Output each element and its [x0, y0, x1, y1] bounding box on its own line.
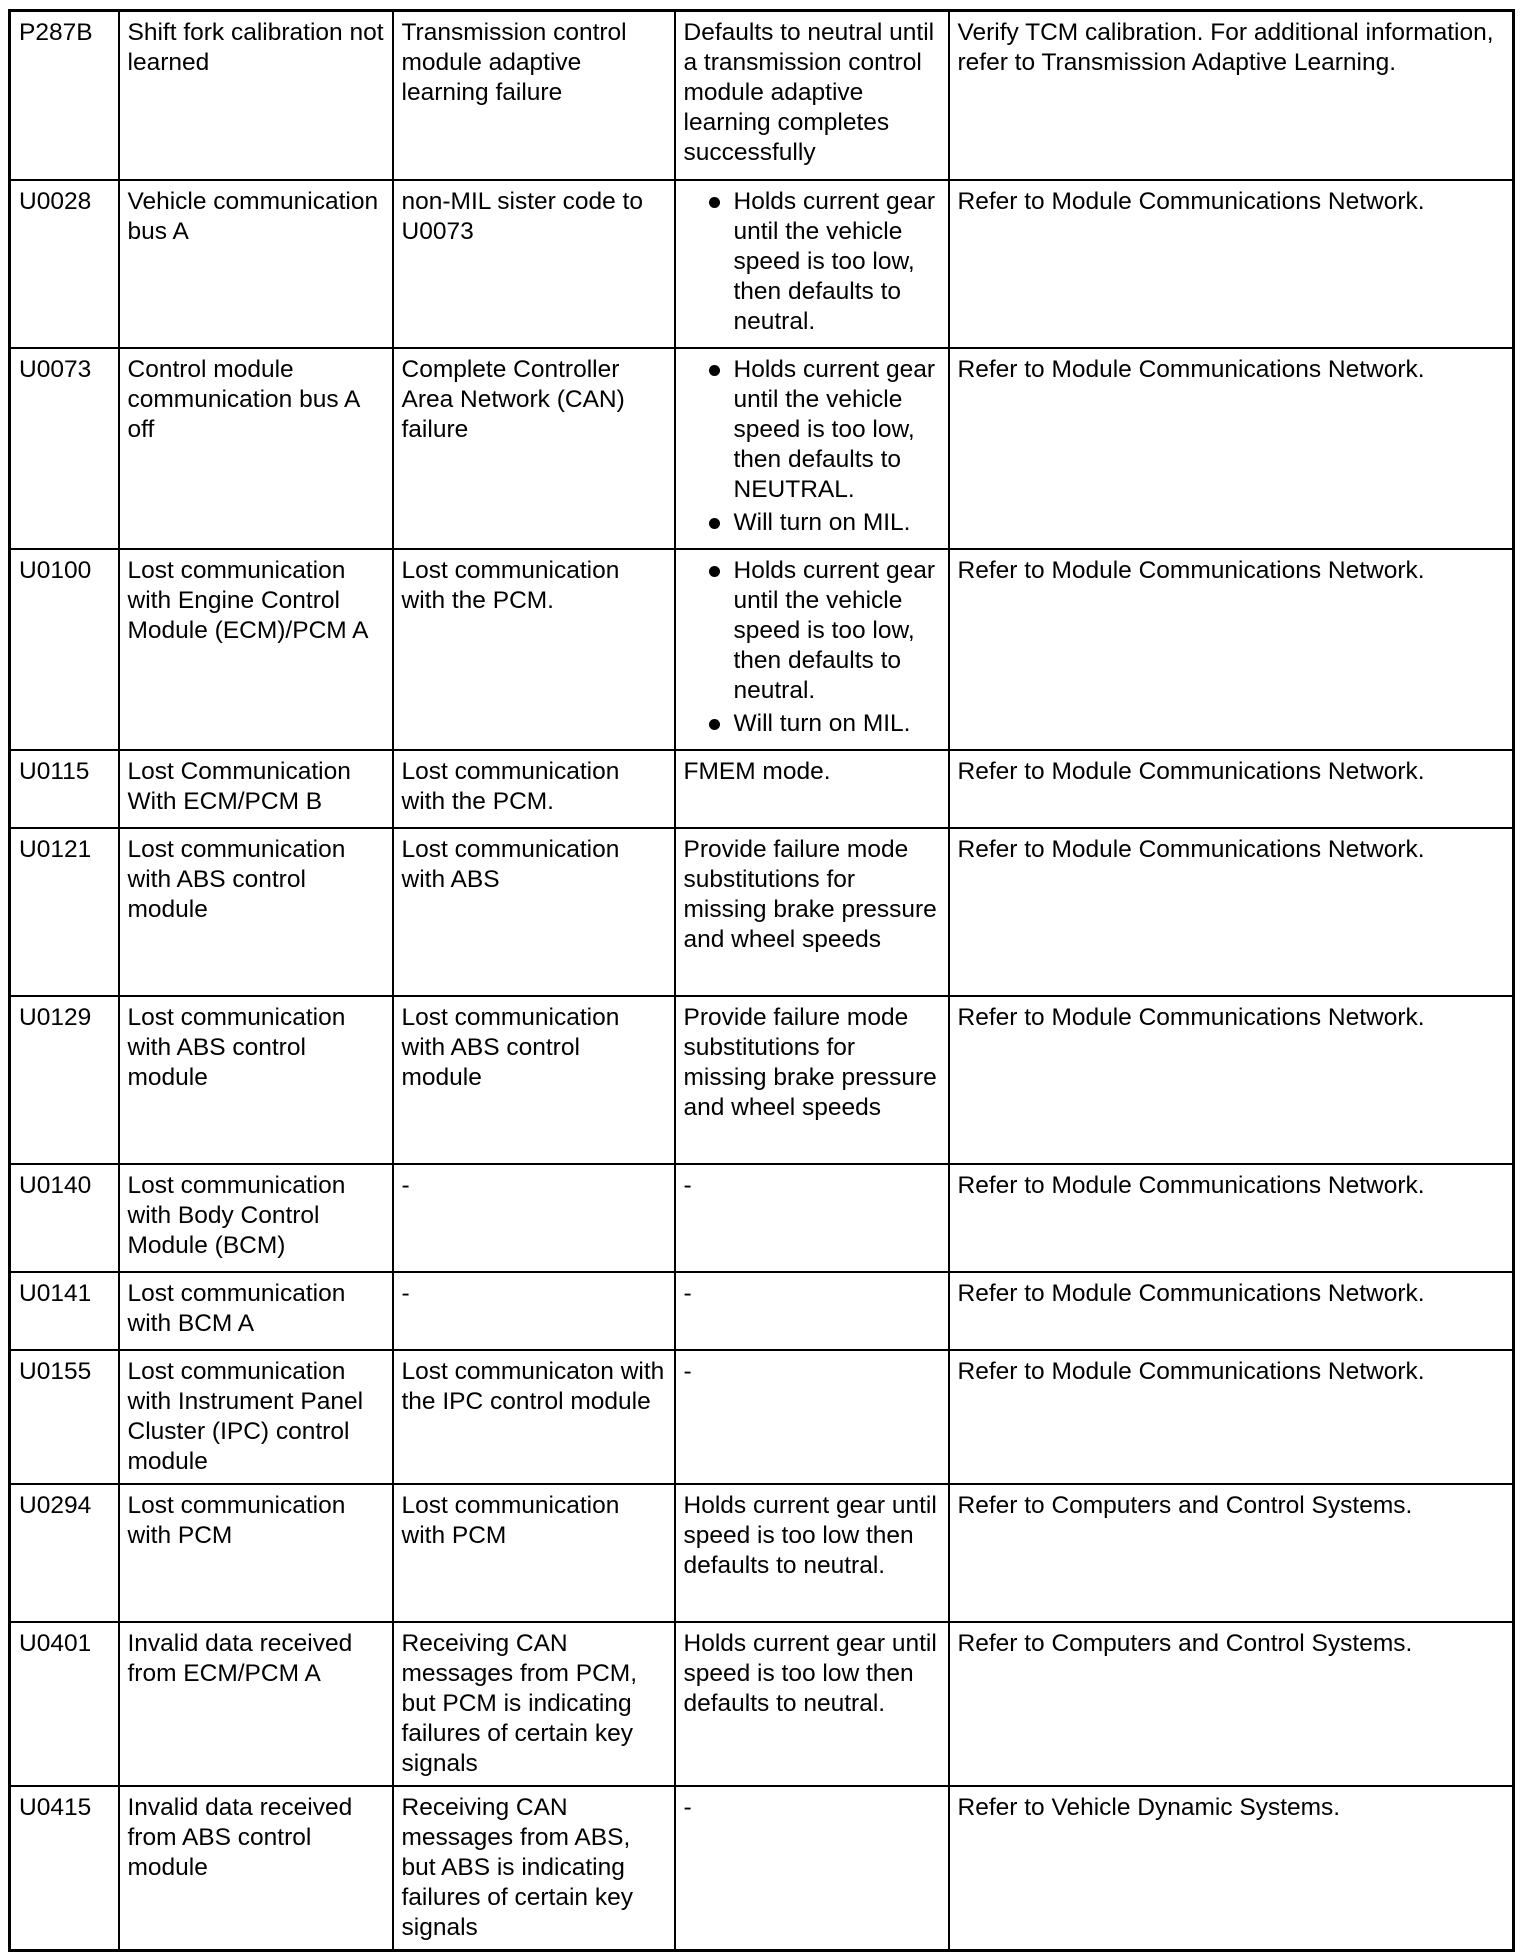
dtc-condition-cell: Lost communication with PCM	[393, 1484, 675, 1622]
table-row	[10, 1484, 1514, 1622]
action-text: Provide failure mode substitutions for missing brake pressure and wheel speeds	[683, 835, 937, 953]
action-text: Holds current gear until speed is too low then defaults to neutral.	[683, 1491, 937, 1579]
dtc-condition-cell: Lost communication with ABS control module	[393, 996, 675, 1164]
dtc-description-cell: Lost communication with Instrument Panel Cluster (IPC) control module	[119, 1350, 393, 1484]
action-text: Defaults to neutral until a transmission control module adaptive learning completes successfully	[683, 19, 935, 166]
dtc-action-cell	[675, 1484, 949, 1622]
dtc-description-cell: Lost Communication With ECM/PCM B	[119, 750, 393, 828]
table-row	[10, 348, 1514, 549]
dtc-description-cell: Vehicle communication bus A	[119, 180, 393, 348]
dtc-repair-cell: Refer to Module Communications Network.	[949, 348, 1514, 549]
action-text: -	[683, 1279, 692, 1307]
dtc-condition-cell: Lost communication with the PCM.	[393, 750, 675, 828]
dtc-description-cell: Lost communication with ABS control module	[119, 828, 393, 996]
dtc-code-cell: U0155	[10, 1350, 119, 1484]
dtc-code-cell: U0141	[10, 1272, 119, 1350]
dtc-code-cell: U0140	[10, 1164, 119, 1272]
dtc-action-cell	[675, 11, 949, 180]
table-row	[10, 180, 1514, 348]
dtc-condition-cell: Lost communication with the PCM.	[393, 549, 675, 750]
dtc-repair-cell: Refer to Module Communications Network.	[949, 1164, 1514, 1272]
dtc-code-cell: U0415	[10, 1786, 119, 1951]
dtc-condition-cell: -	[393, 1164, 675, 1272]
dtc-code-cell: U0129	[10, 996, 119, 1164]
dtc-code-cell: P287B	[10, 11, 119, 180]
dtc-description-cell: Invalid data received from ECM/PCM A	[119, 1622, 393, 1786]
action-bullet-list	[684, 556, 941, 739]
dtc-code-cell: U0073	[10, 348, 119, 549]
action-text: FMEM mode.	[683, 757, 831, 785]
action-text: -	[683, 1357, 692, 1385]
dtc-repair-cell: Refer to Vehicle Dynamic Systems.	[949, 1786, 1514, 1951]
dtc-action-cell	[675, 348, 949, 549]
table-row	[10, 996, 1514, 1164]
action-bullet-item: Holds current gear until the vehicle speed is too low, then defaults to neutral.	[684, 187, 941, 337]
dtc-repair-cell: Refer to Module Communications Network.	[949, 549, 1514, 750]
table-row	[10, 549, 1514, 750]
dtc-action-cell	[675, 996, 949, 1164]
dtc-condition-cell: Complete Controller Area Network (CAN) failure	[393, 348, 675, 549]
action-bullet-item: Holds current gear until the vehicle speed is too low, then defaults to neutral.	[684, 556, 941, 706]
dtc-repair-cell: Refer to Computers and Control Systems.	[949, 1484, 1514, 1622]
dtc-repair-cell: Refer to Module Communications Network.	[949, 1350, 1514, 1484]
dtc-table-body	[10, 11, 1514, 1951]
dtc-code-cell: U0100	[10, 549, 119, 750]
action-bullet-item: Will turn on MIL.	[684, 508, 941, 538]
dtc-repair-cell: Refer to Module Communications Network.	[949, 828, 1514, 996]
dtc-description-cell: Invalid data received from ABS control module	[119, 1786, 393, 1951]
dtc-condition-cell: Lost communication with ABS	[393, 828, 675, 996]
action-bullet-item: Holds current gear until the vehicle speed is too low, then defaults to NEUTRAL.	[684, 355, 941, 505]
action-text: -	[683, 1171, 692, 1199]
action-text: Holds current gear until speed is too low then defaults to neutral.	[683, 1629, 937, 1717]
dtc-repair-cell: Verify TCM calibration. For additional information, refer to Transmission Adaptive Learning.	[949, 11, 1514, 180]
dtc-description-cell: Lost communication with Engine Control Module (ECM)/PCM A	[119, 549, 393, 750]
dtc-repair-cell: Refer to Module Communications Network.	[949, 750, 1514, 828]
dtc-action-cell	[675, 828, 949, 996]
dtc-repair-cell: Refer to Module Communications Network.	[949, 996, 1514, 1164]
table-row	[10, 1622, 1514, 1786]
dtc-action-cell	[675, 549, 949, 750]
table-row	[10, 750, 1514, 828]
dtc-condition-cell: Transmission control module adaptive learning failure	[393, 11, 675, 180]
dtc-code-cell: U0115	[10, 750, 119, 828]
dtc-table	[8, 9, 1515, 1952]
dtc-action-cell	[675, 180, 949, 348]
table-row	[10, 1164, 1514, 1272]
dtc-action-cell	[675, 1272, 949, 1350]
dtc-repair-cell: Refer to Computers and Control Systems.	[949, 1622, 1514, 1786]
dtc-description-cell: Control module communication bus A off	[119, 348, 393, 549]
dtc-condition-cell: Lost communicaton with the IPC control module	[393, 1350, 675, 1484]
dtc-description-cell: Lost communication with BCM A	[119, 1272, 393, 1350]
dtc-condition-cell: non-MIL sister code to U0073	[393, 180, 675, 348]
dtc-action-cell	[675, 1622, 949, 1786]
table-row	[10, 1272, 1514, 1350]
dtc-description-cell: Shift fork calibration not learned	[119, 11, 393, 180]
dtc-action-cell	[675, 1350, 949, 1484]
dtc-repair-cell: Refer to Module Communications Network.	[949, 1272, 1514, 1350]
table-row	[10, 11, 1514, 180]
dtc-code-cell: U0121	[10, 828, 119, 996]
dtc-description-cell: Lost communication with Body Control Module (BCM)	[119, 1164, 393, 1272]
table-row	[10, 1350, 1514, 1484]
action-text: -	[683, 1793, 692, 1821]
action-text: Provide failure mode substitutions for missing brake pressure and wheel speeds	[683, 1003, 937, 1121]
dtc-condition-cell: Receiving CAN messages from PCM, but PCM is indicating failures of certain key signals	[393, 1622, 675, 1786]
dtc-code-cell: U0028	[10, 180, 119, 348]
dtc-condition-cell: Receiving CAN messages from ABS, but ABS is indicating failures of certain key signals	[393, 1786, 675, 1951]
action-bullet-list	[684, 355, 941, 538]
dtc-code-cell: U0401	[10, 1622, 119, 1786]
dtc-code-cell: U0294	[10, 1484, 119, 1622]
dtc-action-cell	[675, 1786, 949, 1951]
action-bullet-list	[684, 187, 941, 337]
dtc-description-cell: Lost communication with ABS control module	[119, 996, 393, 1164]
dtc-condition-cell: -	[393, 1272, 675, 1350]
dtc-description-cell: Lost communication with PCM	[119, 1484, 393, 1622]
table-row	[10, 1786, 1514, 1951]
dtc-action-cell	[675, 1164, 949, 1272]
table-row	[10, 828, 1514, 996]
action-bullet-item: Will turn on MIL.	[684, 709, 941, 739]
dtc-repair-cell: Refer to Module Communications Network.	[949, 180, 1514, 348]
dtc-action-cell	[675, 750, 949, 828]
